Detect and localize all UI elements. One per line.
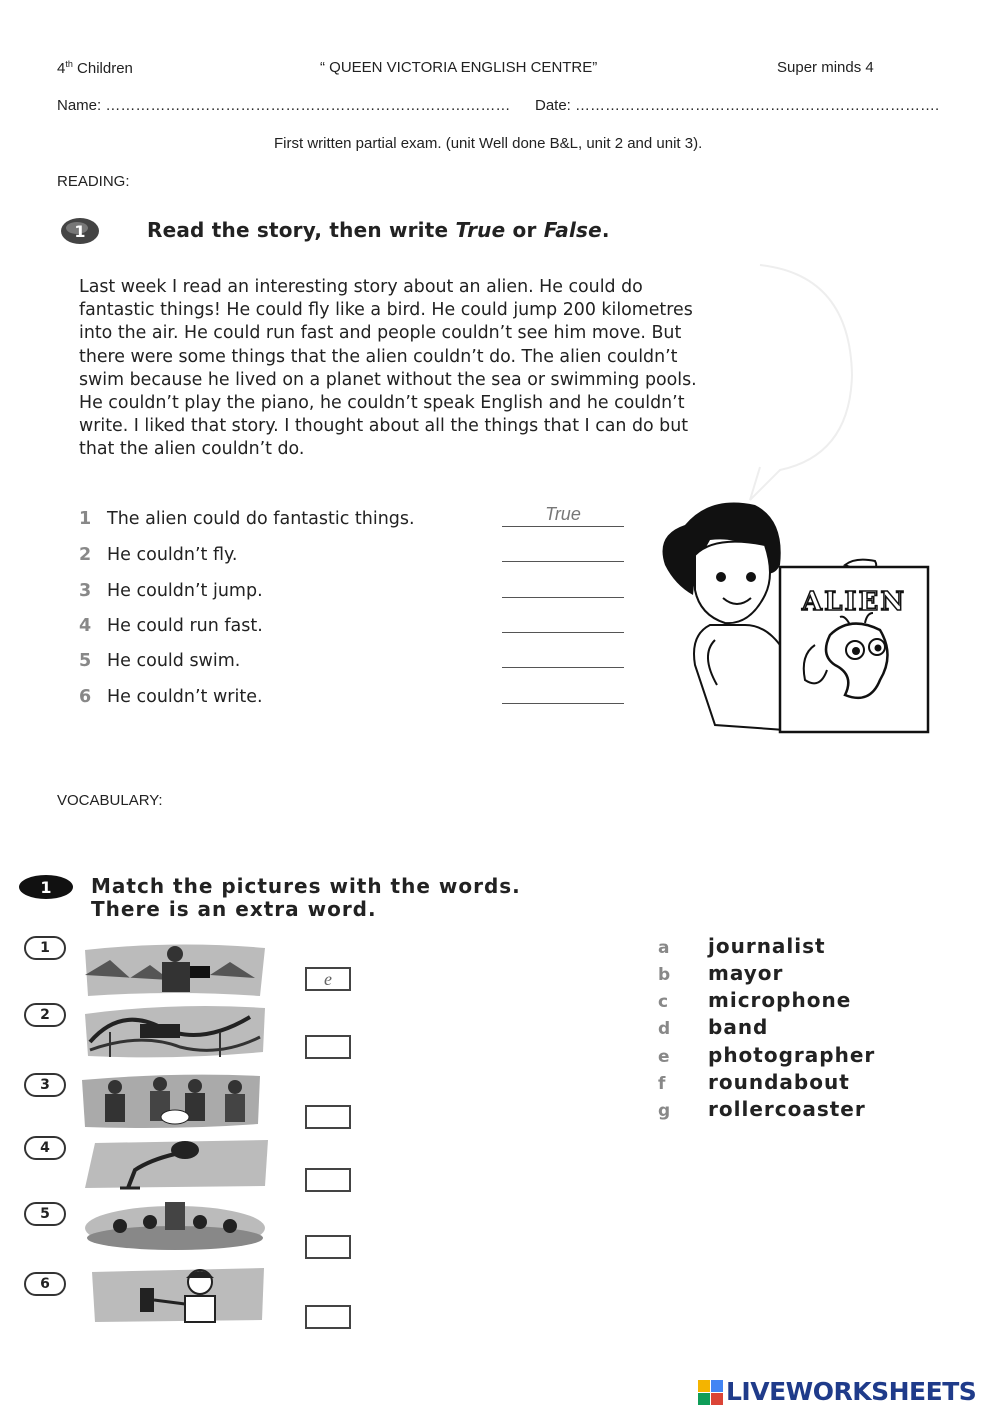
- picture-number-4: 4: [24, 1136, 66, 1160]
- exercise-number: 1: [74, 222, 86, 241]
- picture-number-3: 3: [24, 1073, 66, 1097]
- liveworksheets-logo-icon: [698, 1380, 724, 1406]
- grade-label: 4th Children: [57, 59, 133, 77]
- question-5: 5 He could swim.: [79, 651, 241, 671]
- question-1: 1 The alien could do fantastic things.: [79, 509, 415, 529]
- vocabulary-instruction: Match the pictures with the words. There is an extra word.: [91, 874, 521, 921]
- word-option-g: g rollercoaster: [658, 1097, 866, 1121]
- answer-box-4[interactable]: [305, 1168, 351, 1192]
- question-2: 2 He couldn’t fly.: [79, 545, 238, 565]
- word-option-f: f roundabout: [658, 1070, 850, 1094]
- question-3: 3 He couldn’t jump.: [79, 581, 263, 601]
- question-6: 6 He couldn’t write.: [79, 687, 263, 707]
- rollercoaster-picture: [80, 1002, 270, 1060]
- girl-with-alien-book-illustration: [655, 495, 940, 740]
- picture-number-2: 2: [24, 1003, 66, 1027]
- reading-section-label: READING:: [57, 173, 130, 190]
- roundabout-picture: [80, 1198, 270, 1256]
- question-4: 4 He could run fast.: [79, 616, 263, 636]
- answer-box-2[interactable]: [305, 1035, 351, 1059]
- band-picture: [80, 1072, 270, 1130]
- answer-box-1[interactable]: e: [305, 967, 351, 991]
- answer-box-5[interactable]: [305, 1235, 351, 1259]
- answer-3[interactable]: [502, 575, 624, 598]
- answer-box-3[interactable]: [305, 1105, 351, 1129]
- answer-6[interactable]: [502, 681, 624, 704]
- photographer-picture: [80, 940, 270, 998]
- answer-1[interactable]: True: [502, 504, 624, 527]
- word-option-e: e photographer: [658, 1043, 876, 1067]
- picture-number-6: 6: [24, 1272, 66, 1296]
- exercise-number-badge: [18, 872, 74, 902]
- school-name: “ QUEEN VICTORIA ENGLISH CENTRE”: [320, 59, 598, 76]
- book-name: Super minds 4: [777, 59, 874, 76]
- name-field[interactable]: Name: ………………………………………………………………………: [57, 97, 511, 114]
- answer-4[interactable]: [502, 610, 624, 633]
- word-option-b: b mayor: [658, 961, 784, 985]
- exam-title: First written partial exam. (unit Well done B&L, unit 2 and unit 3).: [274, 135, 703, 152]
- answer-5[interactable]: [502, 645, 624, 668]
- word-option-d: d band: [658, 1015, 769, 1039]
- answer-box-6[interactable]: [305, 1305, 351, 1329]
- microphone-picture: [80, 1138, 270, 1196]
- word-option-a: a journalist: [658, 934, 826, 958]
- story-text: Last week I read an interesting story about an alien. He could do fantastic things! He could fly like a bird. He could jump 200 kilometres into the air. He could run fast and people couldn’t see him move. But there were some things that the alien couldn’t do. The alien couldn’t swim because he lived on a planet without the sea or swimming pools. He couldn’t play the piano, he couldn’t speak English and he couldn’t write. I liked that story. I thought about all the things that I can do but that the alien couldn’t do.: [79, 277, 697, 460]
- vocabulary-section-label: VOCABULARY:: [57, 792, 163, 809]
- liveworksheets-logo-text: LIVEWORKSHEETS: [726, 1377, 977, 1406]
- word-option-c: c microphone: [658, 988, 852, 1012]
- picture-number-5: 5: [24, 1202, 66, 1226]
- reading-instruction: Read the story, then write True or False.: [147, 218, 610, 242]
- answer-2[interactable]: [502, 539, 624, 562]
- exercise-number-badge: [60, 216, 102, 246]
- exercise-number: 1: [40, 878, 52, 897]
- date-field[interactable]: Date: ……………………………………………………………….: [535, 97, 940, 114]
- journalist-picture: [90, 1266, 266, 1324]
- picture-number-1: 1: [24, 936, 66, 960]
- book-cover-title: ALIEN: [801, 587, 907, 617]
